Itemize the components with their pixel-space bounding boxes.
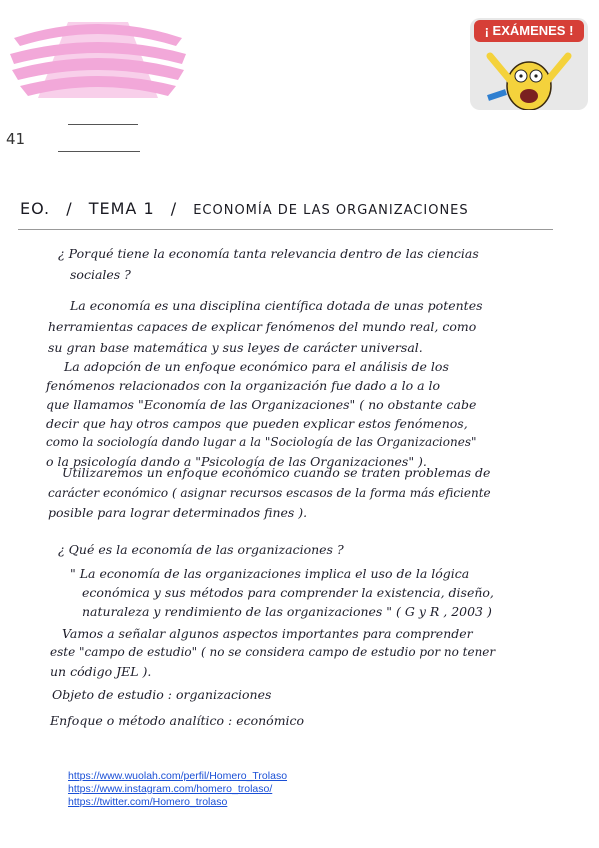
badge-label: ¡ EXÁMENES !: [474, 20, 584, 42]
instagram-link[interactable]: https://www.instagram.com/homero_trolaso/: [68, 783, 273, 795]
title-separator: /: [170, 199, 178, 218]
question-1: ¿ Porqué tiene la economía tanta relevancia dentro de las ciencias sociales ?: [58, 246, 479, 282]
paragraph-3: Utilizaremos un enfoque económico cuando se traten problemas de carácter económico ( asignar recursos escasos de la forma más eficiente posible para lograr determinados fines ).: [48, 465, 491, 520]
list-item: Enfoque o método analítico : económico: [50, 713, 305, 728]
twitter-link[interactable]: https://twitter.com/Homero_trolaso: [68, 796, 228, 808]
paragraph-4: " La economía de las organizaciones implica el uso de la lógica económica y sus métodos para comprender la existencia, diseño, naturaleza y rendimiento de las organizaciones " ( G y R , 2003 ): [70, 566, 494, 619]
header-line: [58, 151, 140, 152]
list-item: Objeto de estudio : organizaciones: [52, 687, 272, 702]
wuolah-link[interactable]: https://www.wuolah.com/perfil/Homero_Trolaso: [68, 770, 288, 782]
university-logo: [8, 18, 188, 103]
paragraph-2: La adopción de un enfoque económico para el análisis de los fenómenos relacionados con la organización fue dado a lo a lo que llamamos "Economía de las Organizaciones" ( no obstante cabe decir que hay otros campos que pueden explicar estos fenómenos, como la sociología dando lugar a la "Sociología de las Organizaciones" o la psicología dando a "Psicología de las Organizaciones" ).: [46, 359, 477, 469]
paragraph-5: Vamos a señalar algunos aspectos importantes para comprender este "campo de estudio" ( no se considera campo de estudio por no tener un código JEL ).: [50, 626, 496, 679]
question-2: ¿ Qué es la economía de las organizaciones ?: [58, 542, 344, 557]
social-links: [68, 770, 287, 809]
title-number: EO.: [20, 199, 51, 218]
title-underline: [18, 229, 553, 230]
title-separator: /: [66, 199, 73, 218]
header-line: [68, 124, 138, 125]
paragraph-1: La economía es una disciplina científica dotada de unas potentes herramientas capaces de explicar fenómenos del mundo real, como su gran base matemática y sus leyes de carácter universal.: [48, 298, 483, 355]
page-title: [20, 198, 479, 221]
cartoon-character-icon: [470, 36, 588, 110]
title-tema: TEMA 1: [88, 199, 155, 218]
margin-mark: 41: [6, 130, 26, 148]
examenes-badge: [470, 18, 588, 110]
title-name: ECONOMÍA DE LAS ORGANIZACIONES: [193, 203, 469, 218]
